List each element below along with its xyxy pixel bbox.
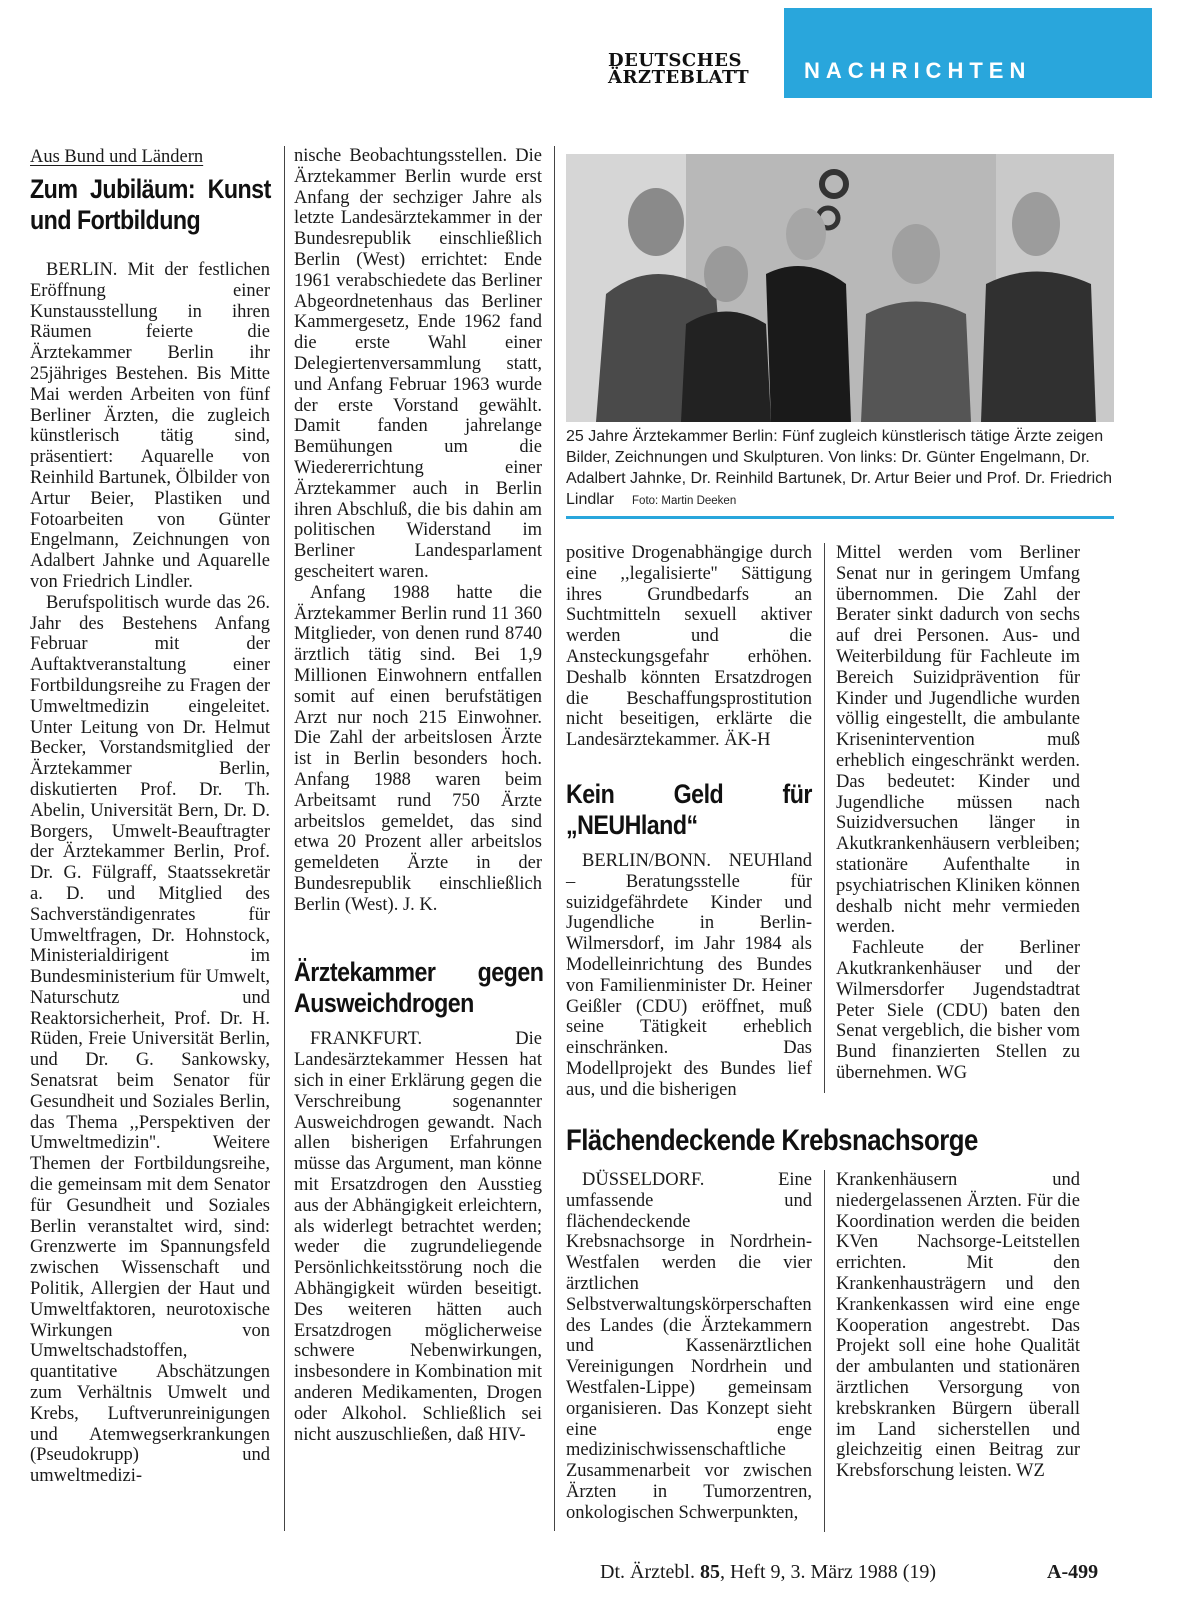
masthead bbox=[608, 8, 1164, 98]
column-4-lower bbox=[836, 1170, 1080, 1482]
column-divider bbox=[824, 1170, 825, 1532]
krebsnachsorge-heading bbox=[566, 1124, 1086, 1158]
photo-caption bbox=[566, 426, 1116, 512]
journal-logo bbox=[608, 52, 758, 86]
headline-aerztekammer: Ärztekammer gegen Ausweichdrogen bbox=[294, 957, 544, 1019]
group-photo bbox=[566, 154, 1114, 422]
logo-line-1: DEUTSCHES bbox=[608, 50, 742, 71]
logo-line-2: ÄRZTEBLATT bbox=[608, 67, 750, 88]
page-number: A-499 bbox=[1047, 1561, 1099, 1583]
photo-credit: Foto: Martin Deeken bbox=[632, 495, 737, 507]
column-3 bbox=[566, 543, 812, 1101]
paragraph: Anfang 1988 hatte die Ärztekammer Berlin rund 11 360 Mitglieder, von denen rund 8740 ärztlich tätig sind. Bei 1,9 Millionen Einwohnern entfallen somit auf einen berufstätigen Arzt nur noch 215 Einwohner. Die Zahl der arbeitslosen Ärzte ist in Berlin besonders hoch. Anfang 1988 waren beim Arbeitsamt rund 750 Ärzte arbeitslos gemeldet, das sind etwa 20 Prozent aller arbeitslos gemeldeten Ärzte in der Bundesrepublik einschließlich Berlin (West). J. K. bbox=[294, 582, 542, 915]
paragraph: BERLIN/BONN. NEUHland – Beratungsstelle für suizidgefährdete Kinder und Jugendliche in Berlin-Wilmersdorf, im Jahr 1984 als Modelleinrichtung des Bundes von Familienminister Dr. Heiner Geißler (CDU) eröffnet, muß seine Tätigkeit erheblich einschränken. Das Modellprojekt des Bundes lief aus, und die bisherigen bbox=[566, 850, 812, 1100]
footer-issue: , Heft 9, 3. März 1988 (19) bbox=[719, 1561, 937, 1583]
column-4 bbox=[836, 543, 1080, 1084]
paragraph: DÜSSELDORF. Eine umfassende und flächendeckende Krebsnachsorge in Nordrhein-Westfalen werden die vier ärztlichen Selbstverwaltungskörperschaften des Landes (die Ärztekammern und Kassenärztlichen Vereinigungen Nordrhein und Westfalen-Lippe) gemeinsam organisieren. Das Konzept sieht eine enge medizinischwissenschaftliche Zusammenarbeit vor zwischen Ärzten in Tumorzentren, onkologischen Schwerpunkten, bbox=[566, 1170, 812, 1523]
column-divider bbox=[284, 146, 285, 1531]
paragraph: nische Beobachtungsstellen. Die Ärztekammer Berlin wurde erst Anfang der sechziger Jahre als letzte Landesärztekammer in der Bundesrepublik einschließlich Berlin (West) errichtet: Ende 1961 verabschiedete das Berliner Abgeordnetenhaus das Berliner Kammergesetz, Ende 1962 fand die erste Wahl einer Delegiertenversammlung statt, und Anfang Februar 1963 wurde der erste Vorstand gewählt. Damit fanden jahrelange Bemühungen um die Wiedererrichtung einer Ärztekammer auch in Berlin ihren Abschluß, die bis dahin am politischen Widerstand im Berliner Landesparlament gescheitert waren. bbox=[294, 146, 542, 582]
footer-volume: 85 bbox=[699, 1561, 720, 1583]
headline-neuhland: Kein Geld für „NEUHland“ bbox=[566, 778, 812, 840]
paragraph: FRANKFURT. Die Landesärztekammer Hessen hat sich in einer Erklärung gegen die Verschreibung sogenannter Ausweichdrogen gewandt. Nach allen bisherigen Erfahrungen müsse das Argument, man könne mit Ersatzdrogen den Ausstieg aus der Abhängigkeit erleichtern, als widerlegt betrachtet werden; weder die zugrundeliegende Persönlichkeitsstörung noch die Abhängigkeit würden beseitigt. Des weiteren hätten auch Ersatzdrogen möglicherweise schwere Nebenwirkungen, insbesondere in Kombination mit anderen Medikamenten, Drogen oder Alkohol. Schließlich sei nicht auszuschließen, daß HIV- bbox=[294, 1029, 542, 1445]
column-divider bbox=[554, 146, 555, 1531]
section-tag bbox=[784, 8, 1152, 98]
paragraph: positive Drogenabhängige durch eine ,,legalisierte'' Sättigung ihres Grundbedarfs an Suchtmitteln sexuell aktiver werden und die Ansteckungsgefahr erhöhen. Deshalb könnten Ersatzdrogen die Beschaffungsprostitution nicht beseitigen, erklärte die Landesärztekammer. ÄK-H bbox=[566, 543, 812, 751]
headline-krebsnachsorge: Flächendeckende Krebsnachsorge bbox=[566, 1124, 978, 1157]
paragraph: BERLIN. Mit der festlichen Eröffnung einer Kunstausstellung in ihren Räumen feierte die Ärztekammer Berlin ihr 25jähriges Bestehen. Bis Mitte Mai werden Arbeiten von fünf Berliner Ärzten, die zugleich künstlerisch tätig sind, präsentiert: Aquarelle von Reinhild Bartunek, Ölbilder von Artur Beier, Plastiken und Fotoarbeiten von Günter Engelmann, Zeichnungen von Adalbert Jahnke und Aquarelle von Friedrich Lindler. bbox=[30, 260, 270, 592]
column-3-lower bbox=[566, 1170, 812, 1524]
footer-journal: Dt. Ärztebl. bbox=[600, 1561, 695, 1583]
kicker: Aus Bund und Ländern bbox=[30, 147, 204, 167]
paragraph: Mittel werden vom Berliner Senat nur in geringem Umfang übernommen. Die Zahl der Berater sinkt dadurch von sechs auf drei Personen. Aus- und Weiterbildung für Fachleute im Bereich Suizidprävention für Kinder und Jugendliche wurden völlig eingestellt, die ambulante Krisenintervention muß erheblich eingeschränkt werden. Das bedeutet: Kinder und Jugendliche müssen nach Suizidversuchen länger in Akutkrankenhäusern verbleiben; stationäre Aufenthalte in psychiatrischen Kliniken können deshalb nicht mehr vermieden werden. bbox=[836, 543, 1080, 938]
page-footer bbox=[600, 1560, 1100, 1584]
headline-jubilaeum: Zum Jubiläum: Kunst und Fortbildung bbox=[30, 174, 271, 235]
column-divider bbox=[824, 543, 825, 1093]
section-label: NACHRICHTEN bbox=[804, 58, 1032, 83]
column-1 bbox=[30, 146, 270, 1487]
paragraph: Fachleute der Berliner Akutkrankenhäuser und der Wilmersdorfer Jugendstadtrat Peter Siele (CDU) baten den Senat vergeblich, die bisher vom Bund finanzierten Stellen zu übernehmen. WG bbox=[836, 938, 1080, 1083]
caption-text: 25 Jahre Ärztekammer Berlin: Fünf zugleich künstlerisch tätige Ärzte zeigen Bilder, Zeichnungen und Skulpturen. Von links: Dr. Günter Engelmann, Dr. Adalbert Jahnke, Dr. Reinhild Bartunek, Dr. Artur Beier und Prof. Dr. Friedrich Lindlar bbox=[566, 428, 1113, 508]
paragraph: Berufspolitisch wurde das 26. Jahr des Bestehens Anfang Februar mit der Auftaktveranstaltung einer Fortbildungsreihe zu Fragen der Umweltmedizin eingeleitet. Unter Leitung von Dr. Helmut Becker, Vorstandsmitglied der Ärztekammer Berlin, diskutierten Prof. Dr. Th. Abelin, Universität Bern, Dr. D. Borgers, Umwelt-Beauftragter der Ärztekammer Berlin, Prof. Dr. G. Fülgraff, Staatssekretär a. D. und Mitglied des Sachverständigenrates für Umweltfragen, Dr. Hohnstock, Ministerialdirigent im Bundesministerium für Umwelt, Naturschutz und Reaktorsicherheit, Prof. Dr. H. Rüden, Freie Universität Berlin, und Dr. G. Sankowsky, Senatsrat beim Senator für Gesundheit und Soziales Berlin, das Thema ,,Perspektiven der Umweltmedizin''. Weitere Themen der Fortbildungsreihe, die gemeinsam mit dem Senator für Gesundheit und Soziales Berlin veranstaltet wird, sind: Grenzwerte im Spannungsfeld zwischen Wissenschaft und Politik, Allergien der Haut und Umweltfaktoren, neurotoxische Wirkungen von Umweltschadstoffen, quantitative Abschätzungen zum Verhältnis Umwelt und Krebs, Luftverunreinigungen und Atemwegserkrankungen (Pseudokrupp) und umweltmedizi- bbox=[30, 592, 270, 1487]
paragraph: Krankenhäusern und niedergelassenen Ärzten. Für die Koordination werden die beiden KVen Nachsorge-Leitstellen errichten. Mit den Krankenhausträgern und den Krankenkassen wird eine enge Kooperation angestrebt. Das Projekt soll eine hohe Qualität der ambulanten und stationären ärztlichen Versorgung von krebskranken Bürgern überall im Land sicherstellen und gleichzeitig einen Beitrag zur Krebsforschung leisten. WZ bbox=[836, 1170, 1080, 1482]
caption-divider bbox=[566, 516, 1114, 519]
column-2 bbox=[294, 146, 542, 1445]
